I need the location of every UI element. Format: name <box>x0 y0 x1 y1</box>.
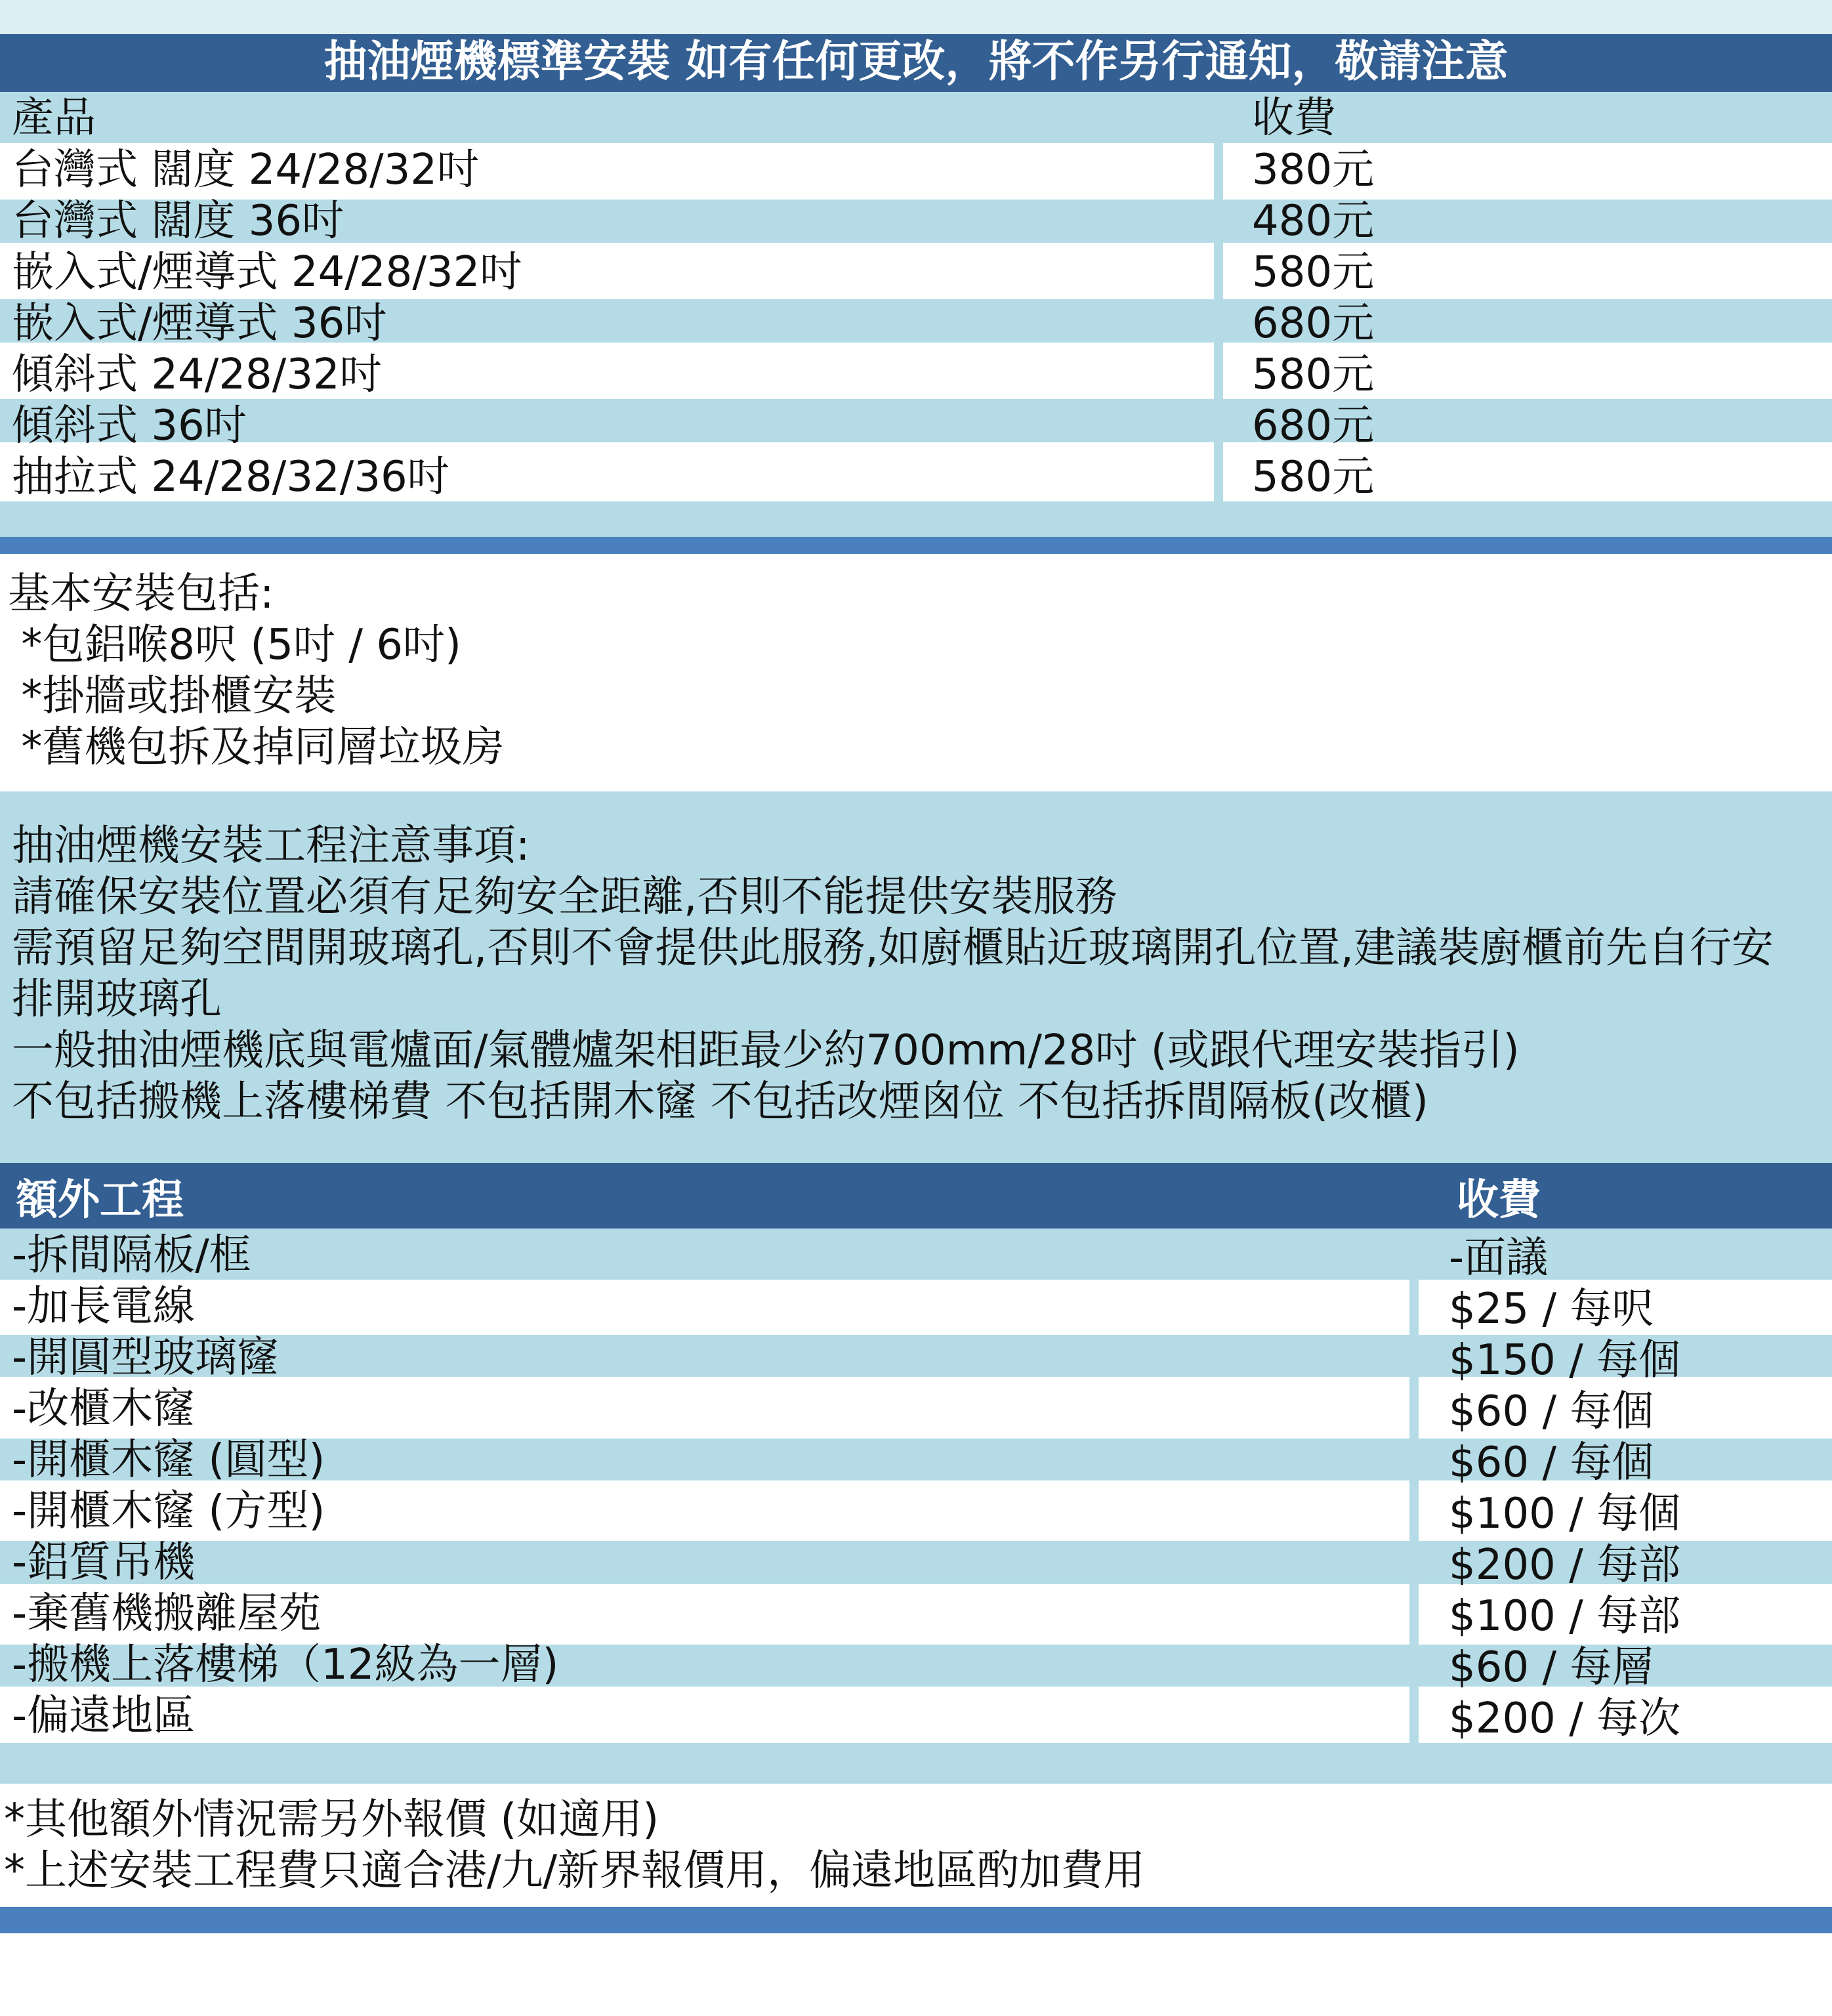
price-cell: 480元 <box>1252 197 1375 245</box>
extra-item-cell: -開櫃木窿 (圓型) <box>12 1436 325 1484</box>
basic-install-title: 基本安裝包括: <box>8 570 274 618</box>
basic-install-item: *包鋁喉8呎 (5吋 / 6吋) <box>8 621 462 669</box>
table-row <box>0 1228 1832 1280</box>
extra-item-cell: -開櫃木窿 (方型) <box>12 1487 325 1536</box>
extra-item-cell: -拆間隔板/框 <box>12 1231 251 1280</box>
table-row <box>0 399 1832 442</box>
col-extra-price-header: 收費 <box>1457 1176 1541 1225</box>
col-item-header: 額外工程 <box>16 1176 184 1225</box>
extra-table-header-row <box>0 1163 1832 1228</box>
price-cell: 580元 <box>1252 453 1375 501</box>
section-divider <box>0 537 1832 554</box>
price-cell: 580元 <box>1252 350 1375 399</box>
extra-item-cell: -鋁質吊機 <box>12 1538 196 1587</box>
extra-price-cell: $100 / 每個 <box>1449 1490 1681 1538</box>
extra-item-cell: -棄舊機搬離屋苑 <box>12 1589 322 1638</box>
extra-item-cell: -搬機上落樓梯（12級為一層) <box>12 1641 559 1689</box>
extra-price-cell: $25 / 每呎 <box>1449 1285 1654 1334</box>
price-cell: 680元 <box>1252 299 1375 348</box>
product-cell: 抽拉式 24/28/32/36吋 <box>12 453 449 501</box>
price-cell: 680元 <box>1252 402 1375 450</box>
price-cell: 580元 <box>1252 248 1375 297</box>
column-divider <box>1409 1280 1419 1743</box>
basic-install-item: *舊機包拆及掉同層垃圾房 <box>8 723 505 772</box>
notes-line: 不包括搬機上落樓梯費 不包括開木窿 不包括改煙囪位 不包括拆間隔板(改櫃) <box>12 1078 1428 1126</box>
product-cell: 傾斜式 24/28/32吋 <box>12 350 382 399</box>
col-product-header: 產品 <box>12 94 96 142</box>
product-cell: 台灣式 闊度 36吋 <box>12 197 344 245</box>
basic-install-item: *掛牆或掛櫃安裝 <box>8 672 337 721</box>
extra-price-cell: $200 / 每部 <box>1449 1541 1681 1589</box>
extra-price-cell: $100 / 每部 <box>1449 1592 1681 1641</box>
product-cell: 嵌入式/煙導式 24/28/32吋 <box>12 248 522 297</box>
extra-price-cell: $60 / 每個 <box>1449 1438 1654 1487</box>
footer-note: *上述安裝工程費只適合港/九/新界報價用，偏遠地區酌加費用 <box>4 1847 1146 1895</box>
product-cell: 嵌入式/煙導式 36吋 <box>12 299 387 348</box>
extra-item-cell: -開圓型玻璃窿 <box>12 1334 280 1382</box>
notes-title: 抽油煙機安裝工程注意事項: <box>12 822 530 870</box>
extra-price-cell: -面議 <box>1449 1234 1549 1282</box>
notes-line: 排開玻璃孔 <box>12 975 222 1024</box>
notes-line: 請確保安裝位置必須有足夠安全距離,否則不能提供安裝服務 <box>12 873 1117 921</box>
footer-note: *其他額外情況需另外報價 (如適用) <box>4 1796 659 1844</box>
extra-item-cell: -偏遠地區 <box>12 1692 196 1740</box>
price-cell: 380元 <box>1252 146 1375 194</box>
extra-item-cell: -改櫃木窿 <box>12 1385 196 1433</box>
col-price-header: 收費 <box>1252 94 1336 142</box>
price-table-header-row <box>0 92 1832 143</box>
extra-price-cell: $200 / 每次 <box>1449 1694 1681 1743</box>
notes-line: 一般抽油煙機底與電爐面/氣體爐架相距最少約700mm/28吋 (或跟代理安裝指引) <box>12 1026 1520 1075</box>
extra-price-cell: $60 / 每個 <box>1449 1387 1654 1436</box>
product-cell: 台灣式 闊度 24/28/32吋 <box>12 146 480 194</box>
product-cell: 傾斜式 36吋 <box>12 402 247 450</box>
page-title: 抽油煙機標準安裝 如有任何更改，將不作另行通知，敬請注意 <box>323 36 1509 87</box>
top-band <box>0 0 1832 34</box>
bottom-divider <box>0 1907 1832 1933</box>
extra-price-cell: $60 / 每層 <box>1449 1643 1654 1692</box>
extra-item-cell: -加長電線 <box>12 1282 196 1331</box>
column-divider <box>1214 143 1223 501</box>
extra-table-bottom-spacer <box>0 1743 1832 1784</box>
extra-price-cell: $150 / 每個 <box>1449 1336 1681 1385</box>
table-bottom-spacer <box>0 501 1832 537</box>
notes-line: 需預留足夠空間開玻璃孔,否則不會提供此服務,如廚櫃貼近玻璃開孔位置,建議裝廚櫃前先自行安 <box>12 924 1774 973</box>
